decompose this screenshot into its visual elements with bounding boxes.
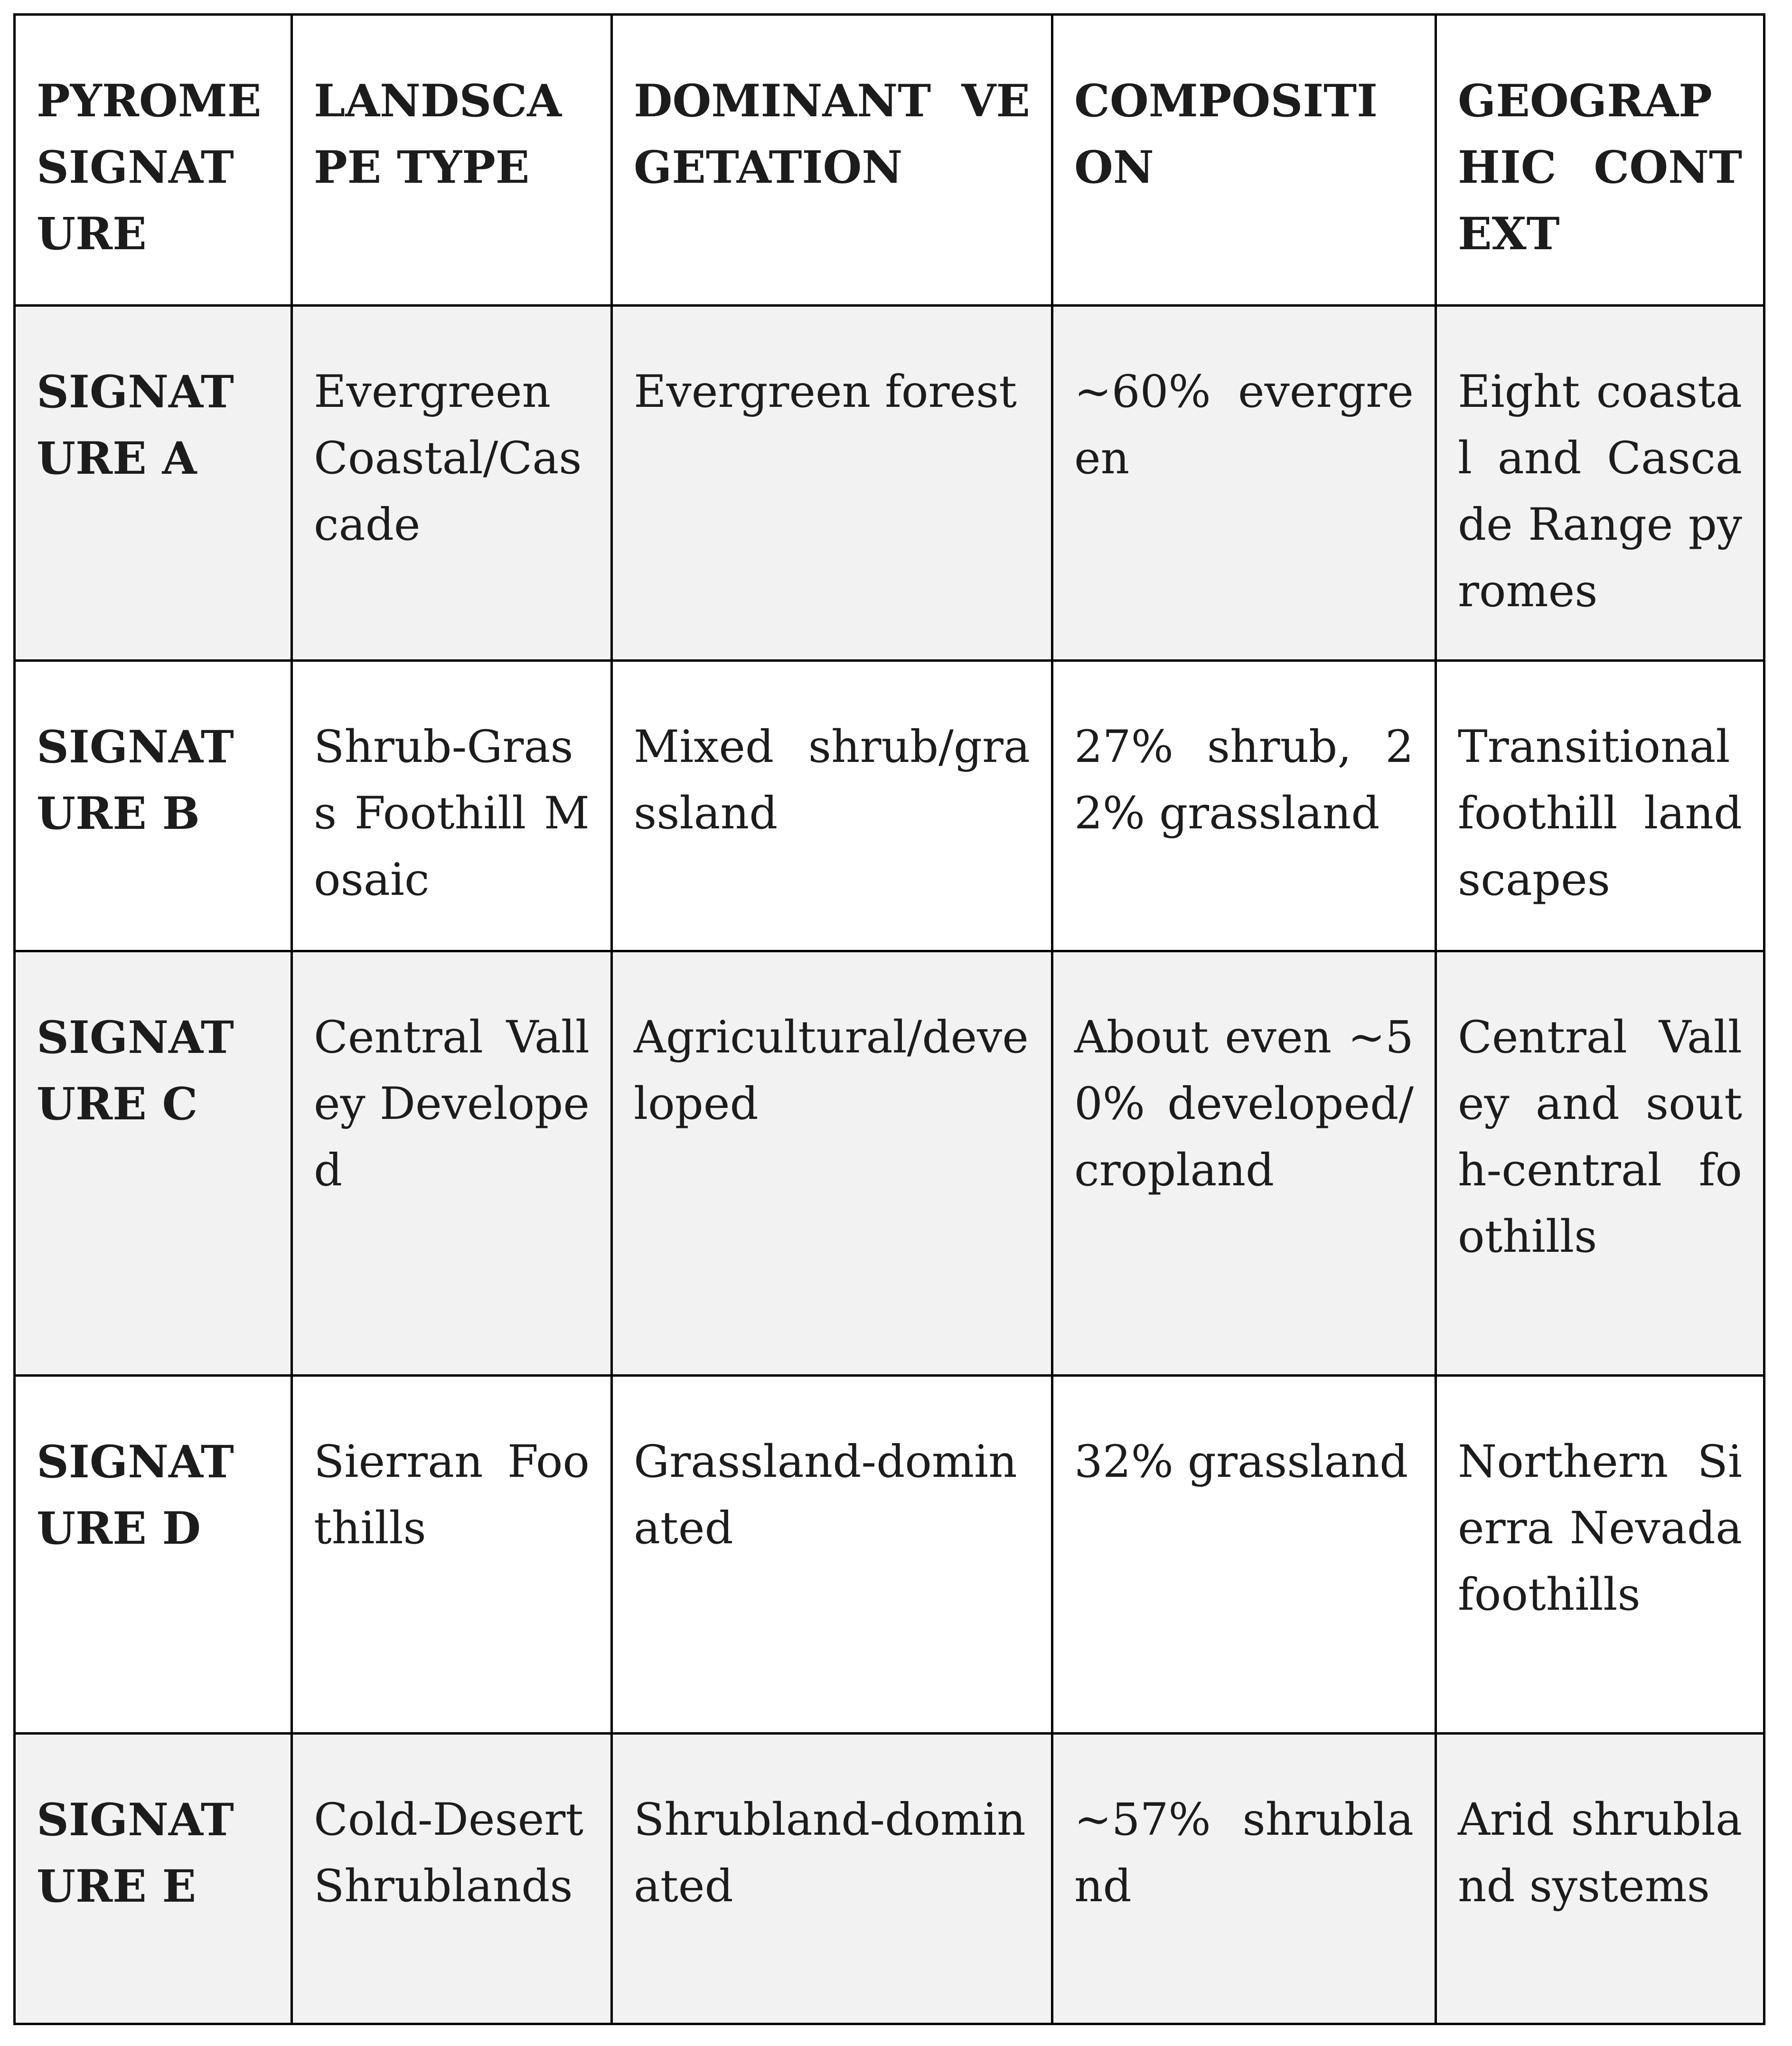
signature-cell: SIGNATURE A [15, 306, 292, 661]
dominant-vegetation-cell: Evergreen forest [612, 306, 1052, 661]
dominant-vegetation-cell: Shrubland-dominated [612, 1734, 1052, 2024]
pyrome-signature-table-container [13, 13, 1763, 2031]
header-pyrome-signature: PYROME SIGNATURE [15, 15, 292, 306]
composition-cell: About even ~50% developed/cropland [1052, 951, 1436, 1376]
landscape-type-cell: Evergreen Coastal/Cascade [292, 306, 612, 661]
header-geographic-context: GEOGRAPHIC CONTEXT [1436, 15, 1764, 306]
header-dominant-vegetation: DOMINANT VEGETATION [612, 15, 1052, 306]
composition-cell: 27% shrub, 22% grassland [1052, 661, 1436, 951]
header-landscape-type: LANDSCAPE TYPE [292, 15, 612, 306]
geographic-context-cell: Eight coastal and Cascade Range pyromes [1436, 306, 1764, 661]
signature-cell: SIGNATURE E [15, 1734, 292, 2024]
dominant-vegetation-cell: Grassland-dominated [612, 1376, 1052, 1734]
table-row [15, 306, 1764, 661]
dominant-vegetation-cell: Agricultural/developed [612, 951, 1052, 1376]
landscape-type-cell: Cold-Desert Shrublands [292, 1734, 612, 2024]
table-row [15, 951, 1764, 1376]
landscape-type-cell: Sierran Foothills [292, 1376, 612, 1734]
signature-cell: SIGNATURE C [15, 951, 292, 1376]
landscape-type-cell: Shrub-Grass Foothill Mosaic [292, 661, 612, 951]
table-row [15, 1376, 1764, 1734]
signature-cell: SIGNATURE B [15, 661, 292, 951]
table-row [15, 661, 1764, 951]
composition-cell: 32% grassland [1052, 1376, 1436, 1734]
header-composition: COMPOSITION [1052, 15, 1436, 306]
composition-cell: ~60% evergreen [1052, 306, 1436, 661]
landscape-type-cell: Central Valley Developed [292, 951, 612, 1376]
geographic-context-cell: Arid shrubland systems [1436, 1734, 1764, 2024]
pyrome-signature-table [13, 13, 1765, 2025]
geographic-context-cell: Central Valley and south-central foothills [1436, 951, 1764, 1376]
geographic-context-cell: Transitional foothill landscapes [1436, 661, 1764, 951]
geographic-context-cell: Northern Sierra Nevada foothills [1436, 1376, 1764, 1734]
table-header-row [15, 15, 1764, 306]
composition-cell: ~57% shrubland [1052, 1734, 1436, 2024]
dominant-vegetation-cell: Mixed shrub/grassland [612, 661, 1052, 951]
signature-cell: SIGNATURE D [15, 1376, 292, 1734]
table-row [15, 1734, 1764, 2024]
